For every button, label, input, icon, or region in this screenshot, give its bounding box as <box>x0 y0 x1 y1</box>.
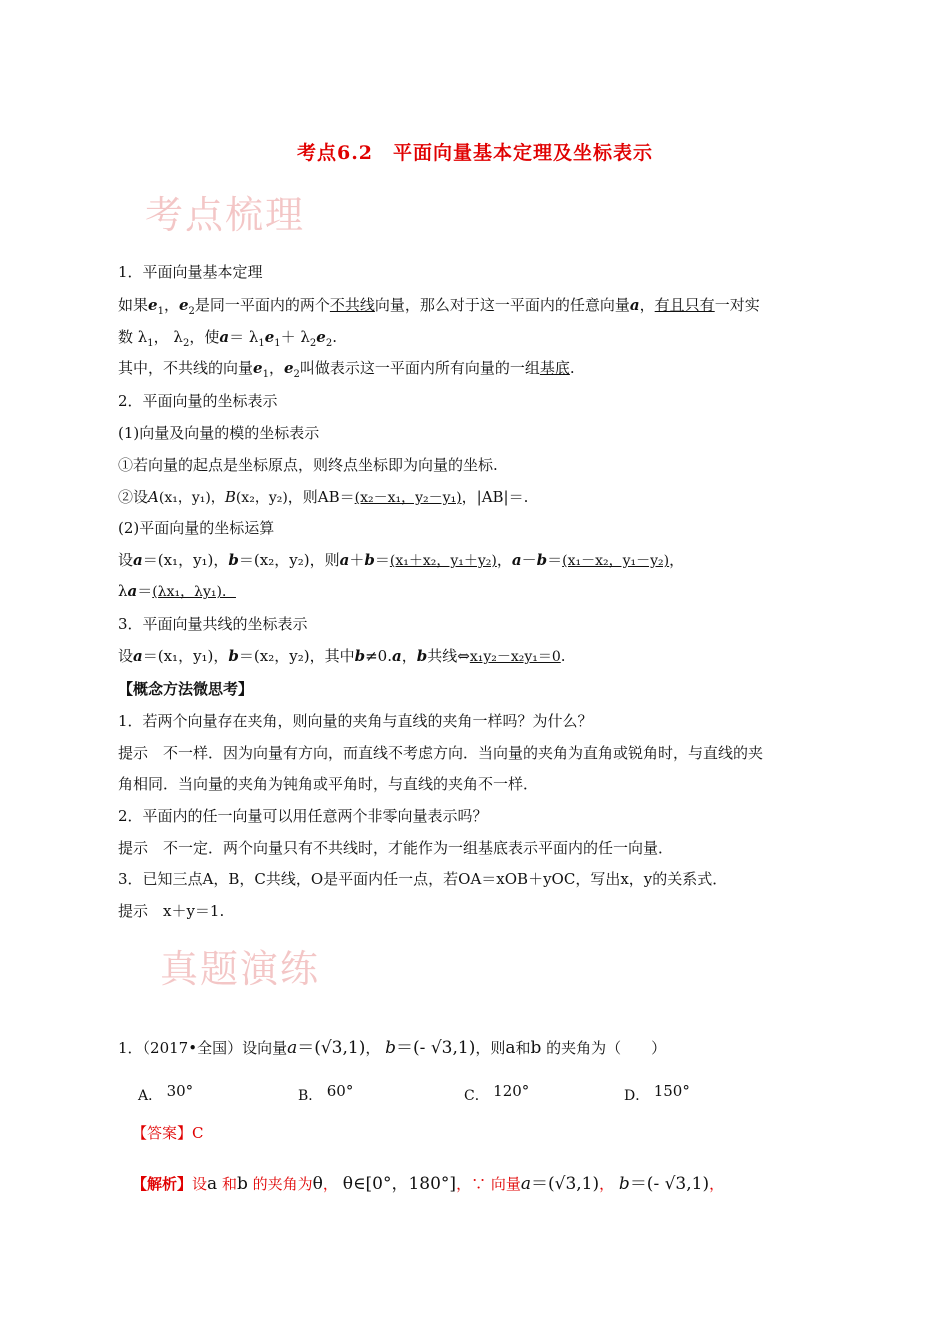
collinear-line: 设a＝(x₁，y₁)，b＝(x₂，y₂)，其中b≠0.a，b共线⇔x₁y₂－x₂y₁＝0. <box>118 647 566 665</box>
coord-ops-line-1: 设a＝(x₁，y₁)，b＝(x₂，y₂)，则a＋b＝(x₁＋x₂，y₁＋y₂)，a－b＝(x₁－x₂，y₁－y₂)， <box>118 551 685 569</box>
theorem-line-3: 其中，不共线的向量$e_1$，$e_2$叫做表示这一平面内所有向量的一组基底. <box>118 359 575 380</box>
analysis-line: 【解析】设a 和b 的夹角为θ， θ∈[0°，180°]，∵ 向量a＝(√3,1)， b＝(- √3,1)， <box>132 1174 725 1194</box>
think-a3: 提示 x＋y＝1. <box>118 902 225 920</box>
think-a2: 提示 不一定．两个向量只有不共线时，才能作为一组基底表示平面内的任一向量． <box>118 839 674 857</box>
section-banner-exam: 真题演练 <box>160 947 321 991</box>
theorem-line-1: 如果$e_1$，$e_2$是同一平面内的两个不共线向量，那么对于这一平面内的任意向量a，有且只有一对实 <box>118 296 760 317</box>
think-q3: 3．已知三点A，B，C共线，O是平面内任一点，若OA＝xOB＋yOC，写出x，y的关系式． <box>118 870 728 888</box>
subheading-2-2: (2)平面向量的坐标运算 <box>118 519 275 537</box>
option-a[interactable]: A． 30° <box>138 1082 194 1104</box>
think-heading: 【概念方法微思考】 <box>118 680 254 698</box>
think-a1-line2: 角相同．当向量的夹角为钝角或平角时，与直线的夹角不一样． <box>118 775 539 793</box>
option-c[interactable]: C． 120° <box>464 1082 530 1104</box>
option-d[interactable]: D． 150° <box>624 1082 690 1104</box>
think-q1: 1．若两个向量存在夹角，则向量的夹角与直线的夹角一样吗？为什么？ <box>118 712 593 730</box>
heading-1: 1．平面向量基本定理 <box>118 263 263 281</box>
think-a1-line1: 提示 不一样．因为向量有方向，而直线不考虑方向．当向量的夹角为直角或锐角时，与直线的夹 <box>118 744 764 762</box>
coord-ops-line-2: λa＝(λx₁，λy₁)． <box>118 582 236 600</box>
option-b[interactable]: B． 60° <box>298 1082 354 1104</box>
heading-2: 2．平面向量的坐标表示 <box>118 392 278 410</box>
subheading-2-1: (1)向量及向量的模的坐标表示 <box>118 424 320 442</box>
heading-3: 3．平面向量共线的坐标表示 <box>118 615 308 633</box>
coord-item-1: ①若向量的起点是坐标原点，则终点坐标即为向量的坐标. <box>118 456 498 474</box>
theorem-line-2: 数 $\lambda_1$， $\lambda_2$，使$a= \lambda_1e_1+ \lambda_2e_2$. <box>118 328 337 349</box>
think-q2: 2．平面内的任一向量可以用任意两个非零向量表示吗？ <box>118 807 488 825</box>
section-banner-review: 考点梳理 <box>145 193 306 237</box>
answer-line: 【答案】C <box>132 1124 204 1142</box>
page-title: 考点6.2 平面向量基本定理及坐标表示 <box>296 142 654 164</box>
exam-question-1: 1．（2017•全国）设向量a＝(√3,1)， b＝(- √3,1)，则a和b 的夹角为（ ） <box>118 1038 667 1058</box>
coord-item-2: ②设A(x₁，y₁)，B(x₂，y₂)，则AB＝(x₂－x₁，y₂－y₁)，|AB|＝. <box>118 488 529 506</box>
